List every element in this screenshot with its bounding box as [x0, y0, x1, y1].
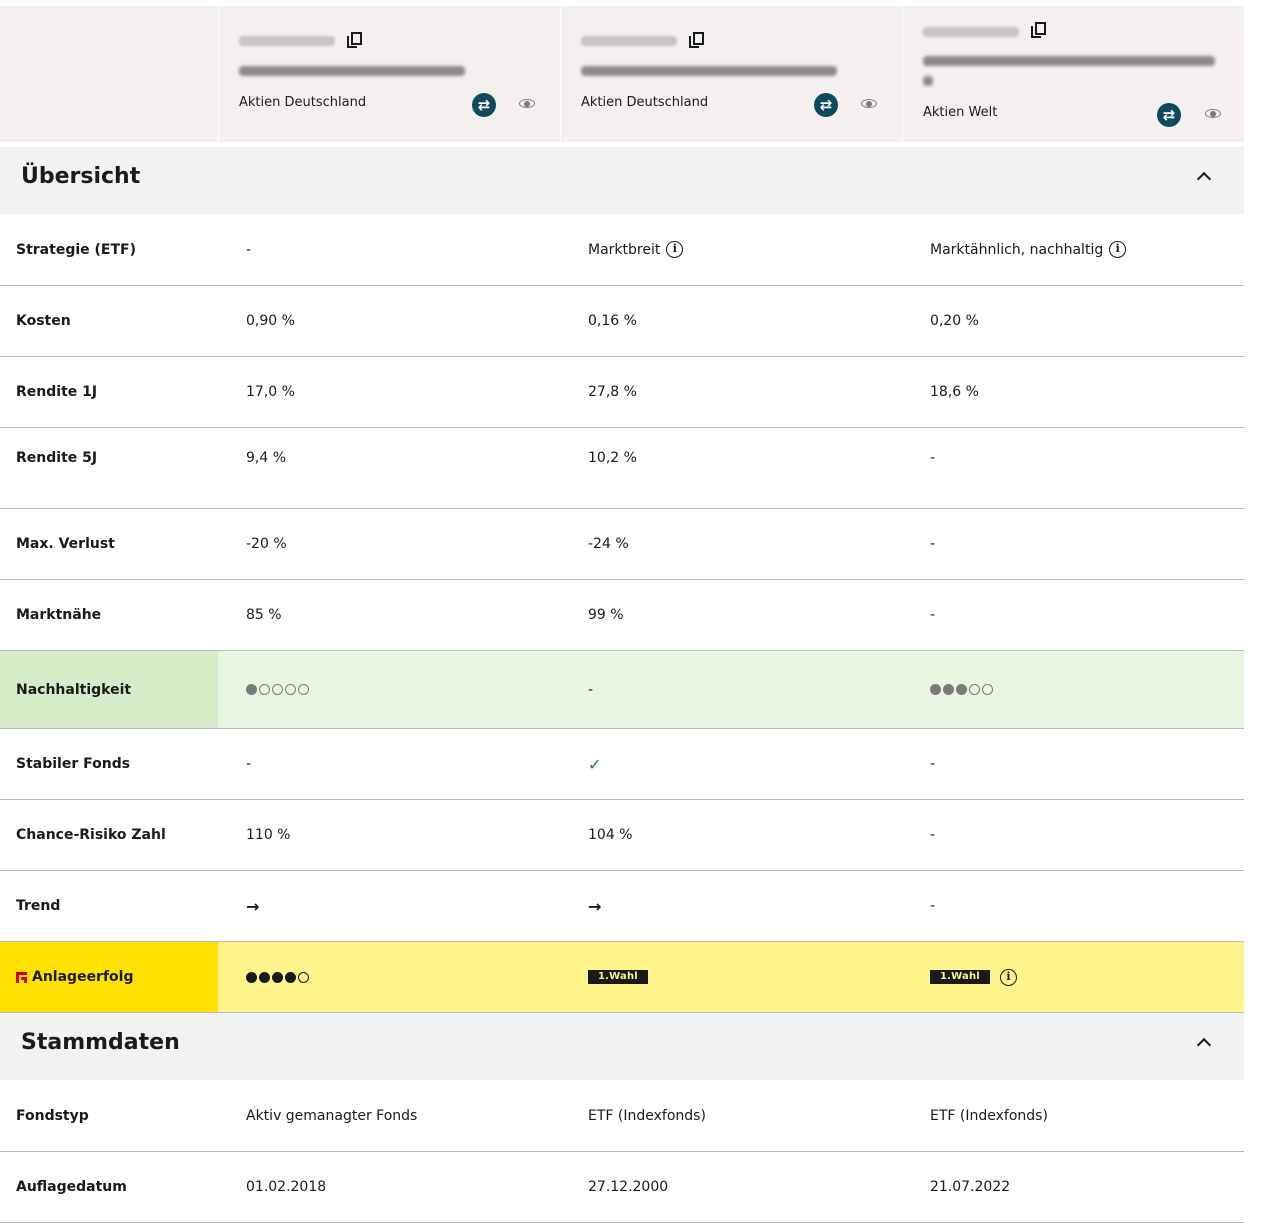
rating-dot-empty — [298, 684, 309, 695]
table-row — [0, 214, 1244, 286]
fund-name-redacted[interactable] — [581, 66, 837, 76]
eye-icon[interactable] — [1205, 107, 1221, 119]
table-cell — [218, 214, 560, 285]
cell-value: Marktähnlich, nachhaltig — [930, 241, 1104, 258]
fund-isin-redacted — [923, 27, 1019, 37]
copy-icon[interactable] — [1031, 22, 1047, 40]
row-label: Marktnähe — [16, 607, 102, 623]
section-title: Übersicht — [21, 164, 141, 189]
table-cell — [902, 942, 1244, 1012]
table-cell: 01.02.2018 — [246, 1179, 327, 1195]
table-row — [0, 871, 1244, 942]
table-cell — [560, 942, 902, 1012]
table-row — [0, 580, 1244, 651]
fund-name-redacted[interactable] — [239, 66, 465, 76]
table-row — [0, 729, 1244, 800]
fund-header — [0, 6, 1244, 142]
info-icon[interactable]: i — [1109, 241, 1126, 258]
row-label: Nachhaltigkeit — [0, 651, 218, 728]
copy-icon[interactable] — [689, 32, 705, 50]
rating-dot-filled — [246, 972, 257, 983]
fund-category: Aktien Deutschland — [581, 95, 709, 110]
row-label: Trend — [16, 898, 61, 914]
table-cell — [560, 729, 902, 799]
table-cell: 21.07.2022 — [930, 1179, 1011, 1195]
fund-name-redacted-line2[interactable] — [923, 76, 933, 86]
header-spacer — [0, 6, 218, 142]
table-cell: -20 % — [246, 536, 287, 552]
row-label: Kosten — [16, 313, 71, 329]
table-cell: ETF (Indexfonds) — [588, 1107, 706, 1124]
table-cell: 27.12.2000 — [588, 1179, 669, 1195]
table-row — [0, 357, 1244, 428]
table-row — [0, 509, 1244, 580]
row-label: Stabiler Fonds — [16, 756, 131, 772]
table-cell — [902, 214, 1244, 285]
row-label: Strategie (ETF) — [16, 241, 136, 258]
table-row — [0, 800, 1244, 871]
info-icon[interactable]: i — [1000, 969, 1017, 986]
fund-isin-redacted — [581, 36, 677, 46]
table-cell: ETF (Indexfonds) — [930, 1107, 1048, 1124]
table-cell: 9,4 % — [246, 450, 287, 466]
table-cell: - — [930, 450, 936, 466]
table-cell: - — [930, 756, 936, 772]
rating-dot-filled — [285, 972, 296, 983]
swap-icon[interactable]: ⇄ — [1157, 103, 1181, 127]
fund-column-2 — [560, 6, 902, 142]
investment-success-rating — [218, 942, 560, 1012]
rating-dot-filled — [272, 972, 283, 983]
fund-name-redacted[interactable] — [923, 56, 1215, 66]
table-cell: -24 % — [588, 536, 629, 552]
table-cell: 85 % — [246, 607, 282, 623]
table-row — [0, 1080, 1244, 1152]
eye-icon[interactable] — [519, 97, 535, 109]
rating-dot-filled — [943, 684, 954, 695]
section-overview-header[interactable] — [0, 147, 1244, 214]
table-row — [0, 428, 1244, 509]
rating-dot-empty — [969, 684, 980, 695]
table-cell — [560, 871, 902, 941]
row-label — [0, 942, 218, 1012]
rating-dot-filled — [246, 684, 257, 695]
table-cell — [218, 871, 560, 941]
first-choice-badge: 1.Wahl — [588, 970, 648, 984]
table-row — [0, 1152, 1244, 1223]
table-cell: 17,0 % — [246, 384, 295, 400]
rating-dot-filled — [930, 684, 941, 695]
table-cell: Aktiv gemanagter Fonds — [246, 1107, 418, 1124]
rating-dot-empty — [272, 684, 283, 695]
table-row — [0, 286, 1244, 357]
table-cell: 0,20 % — [930, 313, 979, 329]
check-icon: ✓ — [588, 754, 602, 774]
swap-icon[interactable]: ⇄ — [472, 93, 496, 117]
table-cell: 27,8 % — [588, 384, 637, 400]
row-label-text: Anlageerfolg — [32, 969, 134, 985]
table-row-sustainability — [0, 651, 1244, 729]
rating-dot-empty — [982, 684, 993, 695]
row-label: Max. Verlust — [16, 536, 115, 552]
rating-dot-empty — [259, 684, 270, 695]
section-masterdata-header[interactable] — [0, 1013, 1244, 1080]
swap-icon[interactable]: ⇄ — [814, 93, 838, 117]
fund-column-3 — [902, 6, 1244, 142]
cell-value: Marktbreit — [588, 241, 661, 258]
first-choice-badge: 1.Wahl — [930, 970, 990, 984]
table-cell: 18,6 % — [930, 384, 979, 400]
row-label: Auflagedatum — [16, 1179, 127, 1195]
cell-value: - — [246, 241, 252, 258]
fund-category: Aktien Deutschland — [239, 95, 367, 110]
table-cell: - — [930, 607, 936, 623]
info-icon[interactable]: i — [666, 241, 683, 258]
row-label: Fondstyp — [16, 1107, 89, 1124]
table-cell: - — [930, 827, 936, 843]
arrow-right-icon: → — [588, 896, 602, 916]
table-cell: 10,2 % — [588, 450, 637, 466]
table-cell: 0,16 % — [588, 313, 637, 329]
table-cell: - — [246, 756, 252, 772]
table-cell: 110 % — [246, 827, 291, 843]
table-cell: - — [588, 681, 594, 698]
section-title: Stammdaten — [21, 1030, 180, 1055]
rating-dot-empty — [285, 684, 296, 695]
fund-isin-redacted — [239, 36, 335, 46]
row-label: Chance-Risiko Zahl — [16, 827, 166, 843]
chevron-up-icon[interactable] — [1197, 1038, 1211, 1052]
eye-icon[interactable] — [861, 97, 877, 109]
table-cell: 0,90 % — [246, 313, 295, 329]
fund-category: Aktien Welt — [923, 105, 998, 120]
fund-column-1 — [218, 6, 560, 142]
test-logo-icon — [16, 972, 27, 983]
chevron-up-icon[interactable] — [1197, 172, 1211, 186]
rating-dot-filled — [956, 684, 967, 695]
rating-dot-empty — [298, 972, 309, 983]
table-cell: - — [930, 898, 936, 914]
table-cell: 104 % — [588, 827, 633, 843]
table-row-investment-success — [0, 942, 1244, 1013]
table-cell: - — [930, 536, 936, 552]
table-cell — [560, 214, 902, 285]
arrow-right-icon: → — [246, 896, 260, 916]
table-cell: 99 % — [588, 607, 624, 623]
row-label: Rendite 1J — [16, 384, 98, 400]
row-label: Rendite 5J — [16, 450, 98, 466]
sustainability-rating — [902, 651, 1244, 728]
rating-dot-filled — [259, 972, 270, 983]
sustainability-rating — [218, 651, 560, 728]
copy-icon[interactable] — [347, 32, 363, 50]
